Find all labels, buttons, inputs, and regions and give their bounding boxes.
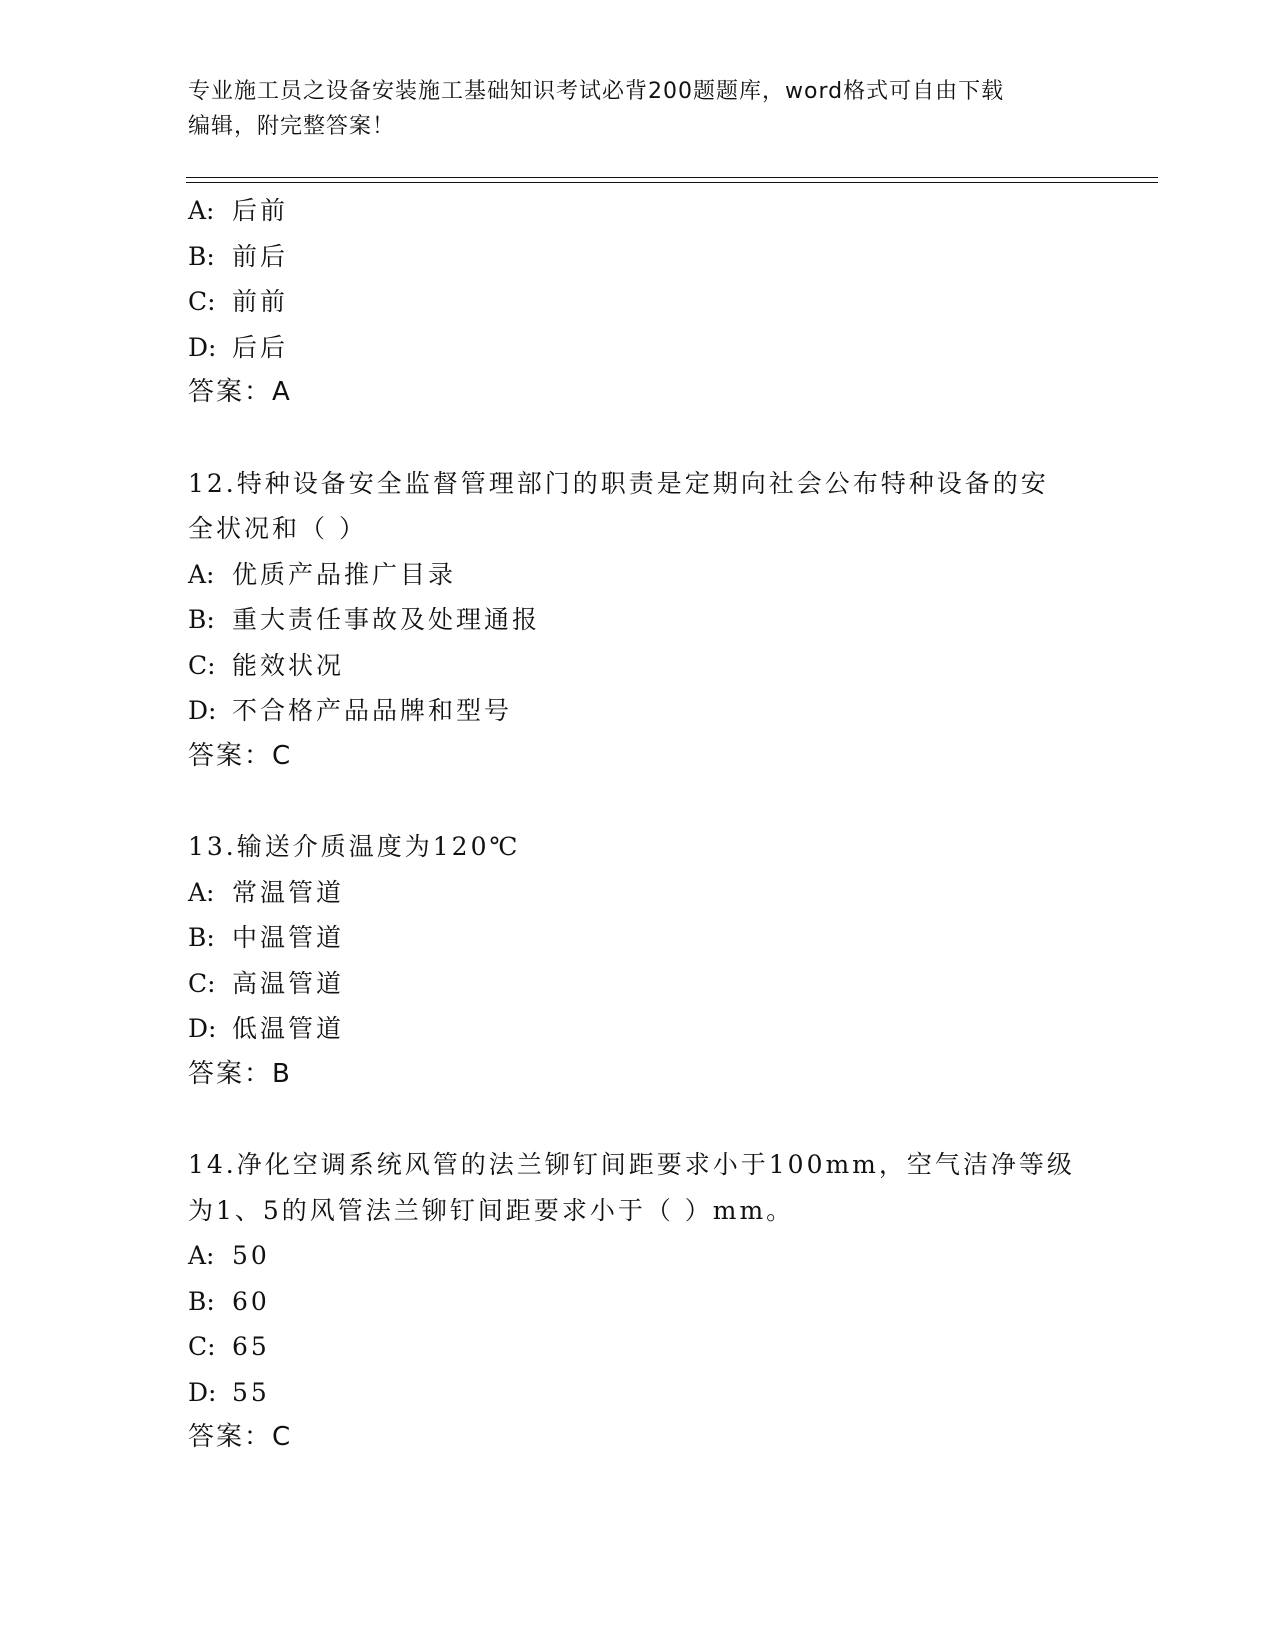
- option-letter: A:: [188, 1241, 215, 1270]
- option-d: [188, 325, 1088, 371]
- document-header: [188, 74, 1088, 144]
- option-text: 50: [232, 1241, 270, 1270]
- option-text: 后前: [232, 196, 289, 225]
- header-divider-bottom: [186, 182, 1158, 183]
- option-text: 65: [232, 1332, 270, 1361]
- question-list: [188, 188, 1088, 1461]
- option-letter: C:: [188, 650, 216, 680]
- question-spacer: [188, 416, 1088, 461]
- question-stem-line: 12.特种设备安全监督管理部门的职责是定期向社会公布特种设备的安: [188, 468, 1049, 498]
- option-letter: A:: [188, 877, 215, 907]
- option-text: 中温管道: [232, 923, 345, 952]
- header-line-1: 专业施工员之设备安装施工基础知识考试必背200题题库，word格式可自由下载: [188, 79, 1005, 104]
- option-a: [188, 188, 1088, 234]
- answer-line: 答案：C: [188, 740, 293, 771]
- option-d: [188, 688, 1088, 734]
- option-c: [188, 1324, 1088, 1370]
- answer-line: 答案：A: [188, 377, 292, 407]
- option-letter: B:: [188, 1286, 215, 1316]
- question-stem-line: 为1、5的风管法兰铆钉间距要求小于（ ）mm。: [188, 1195, 795, 1225]
- option-text: 高温管道: [232, 968, 345, 998]
- option-text: 前前: [232, 287, 289, 316]
- question-stem-line: 14.净化空调系统风管的法兰铆钉间距要求小于100mm，空气洁净等级: [188, 1150, 1075, 1179]
- option-b: [188, 915, 1088, 961]
- option-letter: C:: [188, 1332, 216, 1361]
- answer-line: 答案：C: [188, 1422, 293, 1452]
- option-text: 后后: [232, 332, 289, 362]
- option-letter: A:: [188, 196, 215, 225]
- option-letter: B:: [188, 923, 215, 952]
- option-letter: D:: [188, 332, 217, 362]
- option-text: 前后: [232, 241, 289, 271]
- option-text: 重大责任事故及处理通报: [232, 605, 541, 634]
- answer-line: 答案：B: [188, 1058, 292, 1089]
- option-b: [188, 234, 1088, 280]
- option-a: [188, 552, 1088, 598]
- option-d: [188, 1006, 1088, 1052]
- option-text: 优质产品推广目录: [232, 559, 457, 589]
- option-letter: D:: [188, 1377, 217, 1407]
- option-a: [188, 870, 1088, 916]
- header-divider-top: [186, 177, 1158, 178]
- option-letter: C:: [188, 968, 216, 998]
- option-text: 能效状况: [232, 650, 345, 680]
- option-text: 低温管道: [232, 1014, 345, 1043]
- question-block-14: [188, 1142, 1088, 1461]
- option-text: 不合格产品品牌和型号: [232, 696, 513, 725]
- option-c: [188, 279, 1088, 325]
- question-stem-line: 13.输送介质温度为120℃: [188, 832, 521, 861]
- question-block-13: [188, 824, 1088, 1097]
- question-spacer: [188, 1097, 1088, 1142]
- header-line-2: 编辑，附完整答案！: [188, 114, 396, 139]
- option-b: [188, 1279, 1088, 1325]
- option-letter: B:: [188, 241, 215, 271]
- option-c: [188, 643, 1088, 689]
- option-letter: B:: [188, 605, 215, 634]
- option-a: [188, 1233, 1088, 1279]
- question-spacer: [188, 779, 1088, 824]
- option-text: 常温管道: [232, 877, 345, 907]
- option-letter: A:: [188, 559, 215, 589]
- option-d: [188, 1370, 1088, 1416]
- option-letter: D:: [188, 696, 217, 725]
- option-letter: C:: [188, 287, 216, 316]
- question-block-11: [188, 188, 1088, 416]
- option-text: 55: [232, 1377, 270, 1407]
- option-b: [188, 597, 1088, 643]
- question-block-12: [188, 461, 1088, 780]
- option-text: 60: [232, 1286, 270, 1316]
- option-letter: D:: [188, 1014, 217, 1043]
- option-c: [188, 961, 1088, 1007]
- question-stem-line: 全状况和（ ）: [188, 514, 367, 543]
